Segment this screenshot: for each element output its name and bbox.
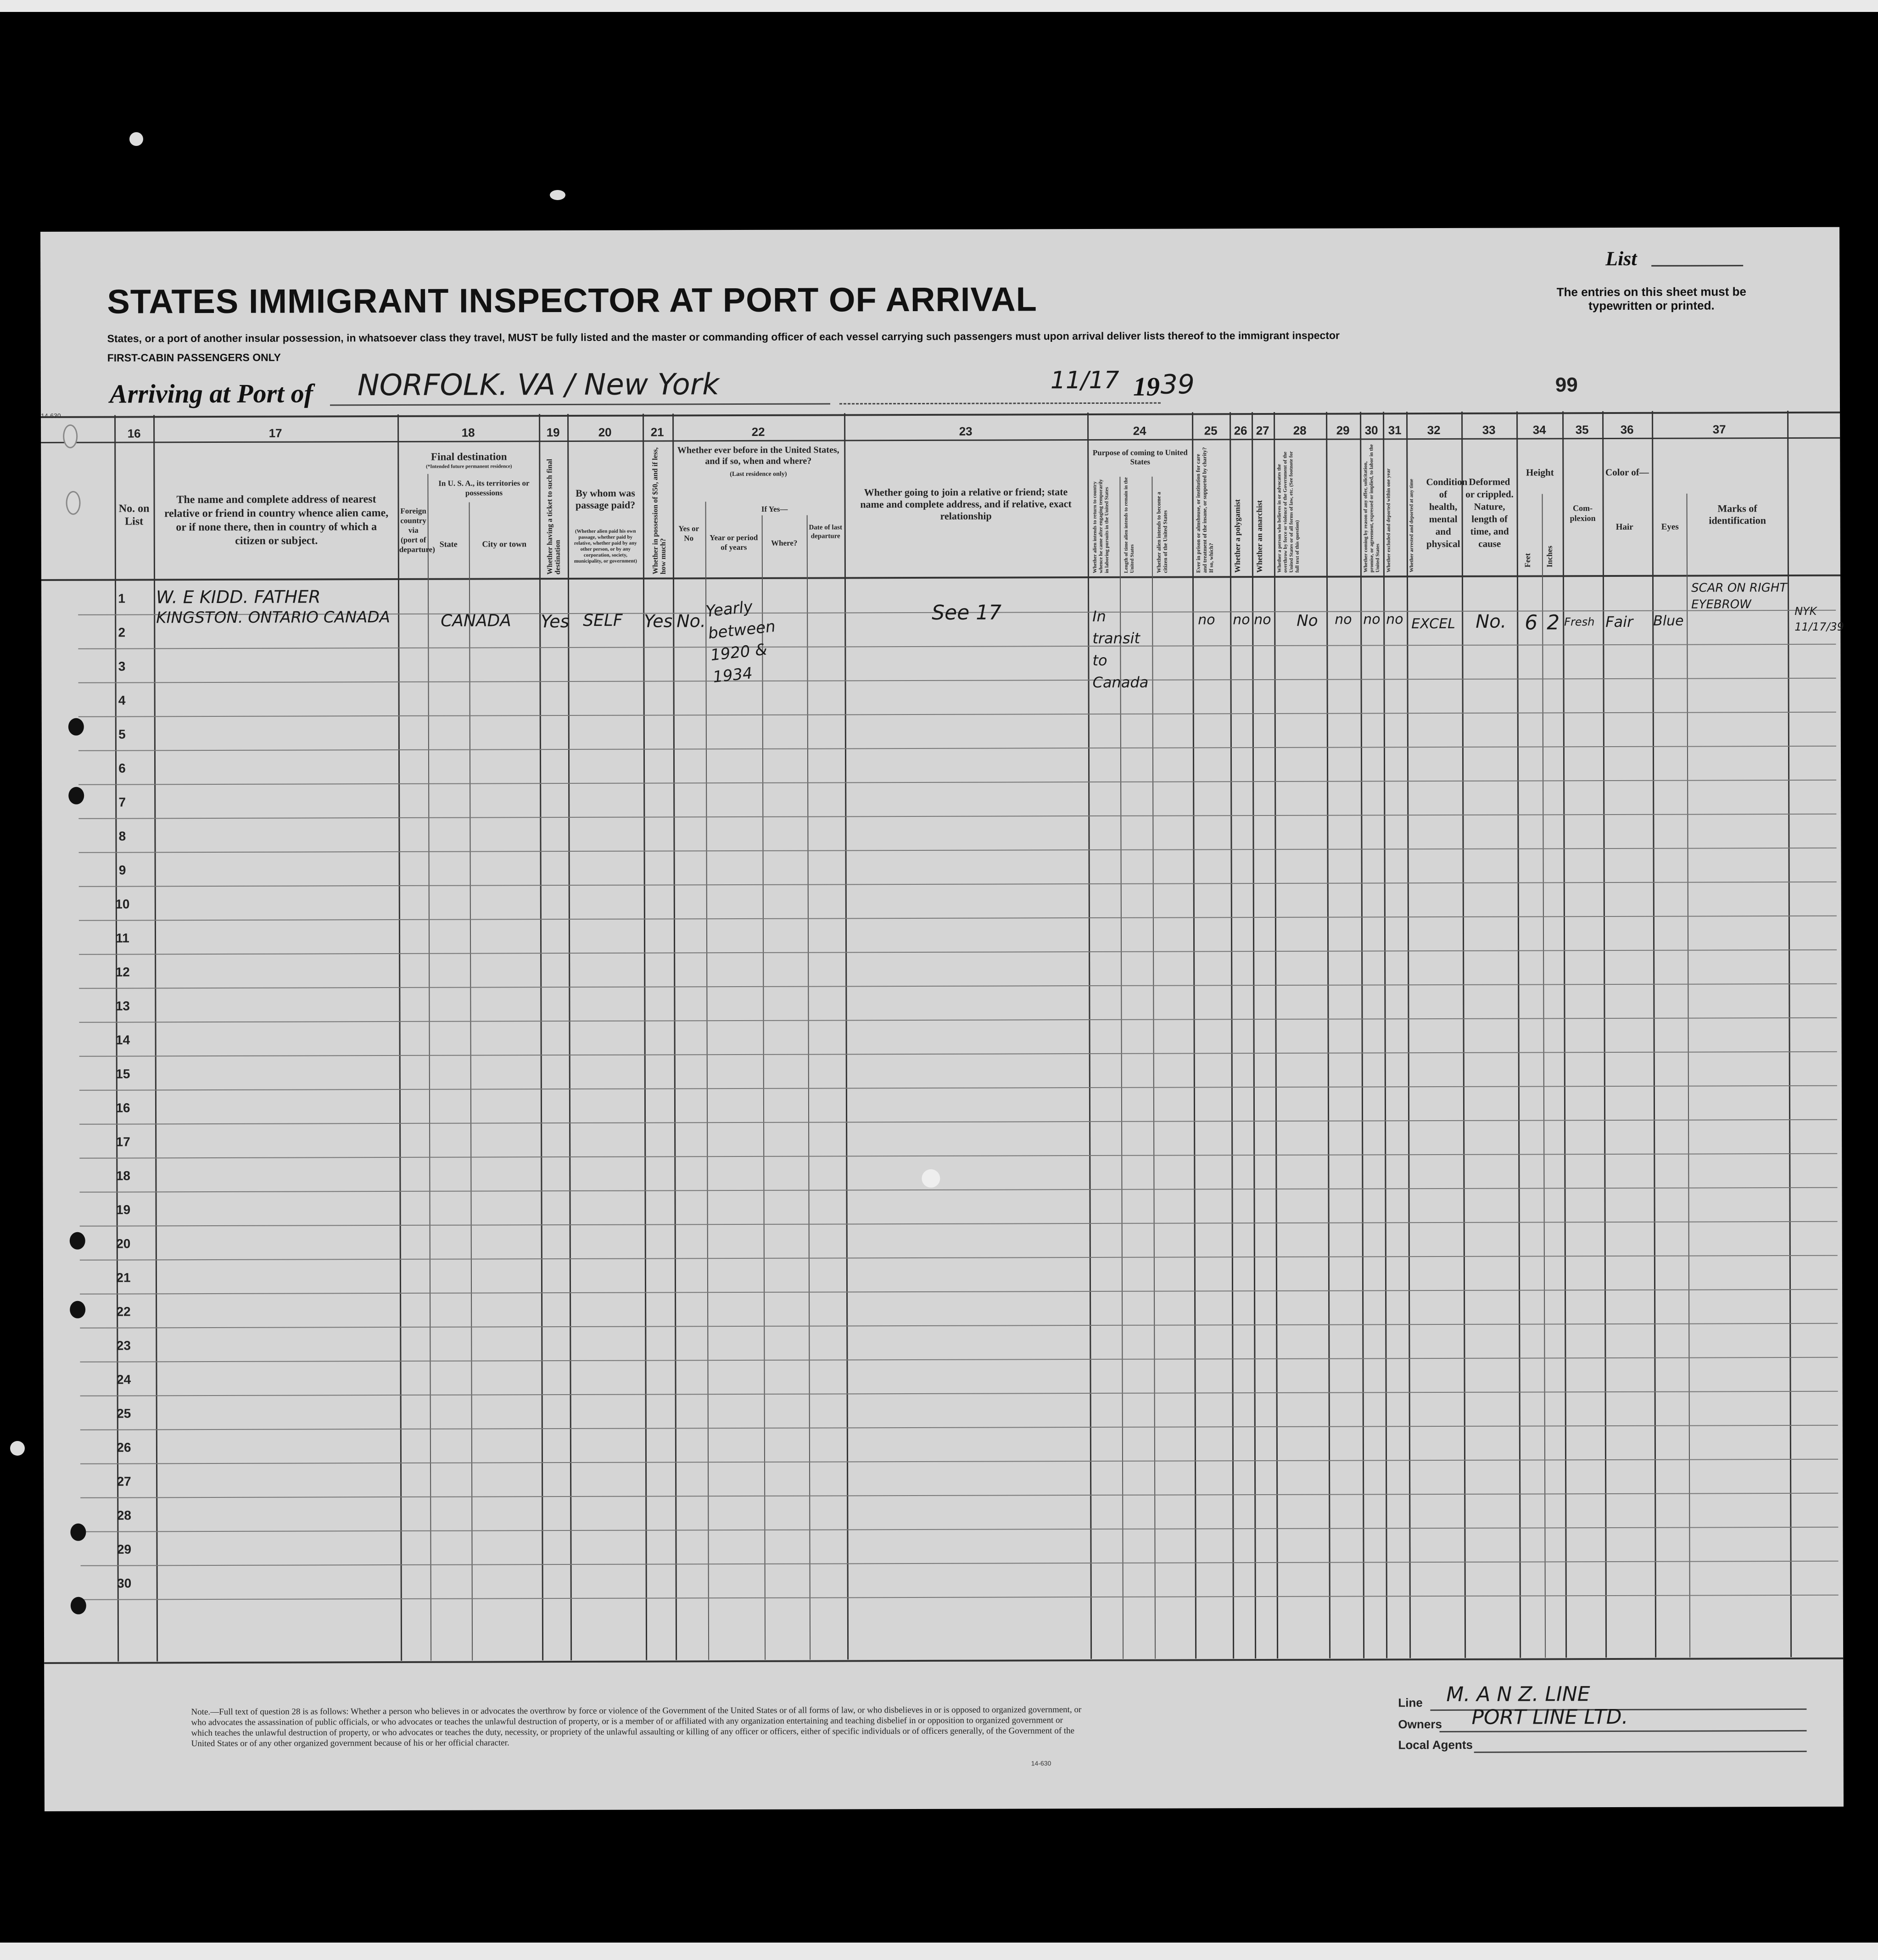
col-header-hair: Hair (1615, 522, 1633, 532)
owners-field-rule (1440, 1730, 1807, 1732)
col-header-fifty-dollars: Whether in possession of $50, and if less, how much? (651, 447, 667, 575)
local-agents-field-rule (1474, 1751, 1807, 1753)
entries-instruction: The entries on this sheet must be typewritten or printed. (1556, 285, 1746, 313)
col-number: 21 (650, 425, 664, 439)
year-handwritten: 39 (1160, 369, 1195, 400)
row1-health: EXCEL (1411, 615, 1455, 632)
col-divider (1360, 412, 1364, 1658)
col-header-anarchist: Whether an anarchist (1255, 500, 1264, 573)
row-rule (78, 746, 1836, 751)
binder-hole (66, 491, 80, 515)
row-number: 10 (115, 897, 130, 911)
row1-relative-line2: KINGSTON. ONTARIO CANADA (156, 608, 390, 627)
col-header-final-destination: Final destination (430, 451, 507, 463)
col-header-if-yes: If Yes— (761, 504, 788, 514)
col-header-usa: In U. S. A., its territories or possessions (438, 479, 530, 497)
col-divider (1087, 413, 1092, 1659)
row-number: 2 (118, 625, 126, 640)
col-header-where: Where? (771, 538, 798, 547)
binder-hole (68, 787, 84, 804)
row-rule (79, 1119, 1837, 1125)
row1-before-in-us: No. (676, 611, 706, 631)
owners-label: Owners (1398, 1717, 1442, 1731)
subcol-divider (1542, 494, 1546, 1658)
subcol-divider (807, 515, 811, 1660)
col-header-feet: Feet (1523, 553, 1532, 568)
binder-hole (68, 718, 84, 736)
row-number: 6 (118, 761, 126, 776)
col-header-q28: Whether a person who believes in or advocates the overthrow by force or violence of the Government of the United States or of all forms of law, etc. (See footnote for full text of this question) (1276, 451, 1300, 573)
row-number: 18 (116, 1168, 131, 1183)
col-header-eyes: Eyes (1661, 522, 1679, 532)
col-header-relative: The name and complete address of nearest relative or friend in country whence alien came, or if none there, then in country of which a citizen or subject. (164, 493, 389, 547)
col-header-purpose: Purpose of coming to United States (1092, 448, 1188, 466)
row-rule (79, 1187, 1837, 1193)
year-printed: 19 (1133, 371, 1160, 402)
col-header-deformed: Deformed or crippled. Nature, length of time, and cause (1465, 476, 1514, 549)
row-number: 3 (118, 659, 126, 674)
header-bottom-rule (41, 575, 1840, 581)
col-header-polygamist: Whether a polygamist (1233, 499, 1242, 573)
col-divider (1383, 412, 1387, 1658)
row-rule (79, 1017, 1837, 1023)
row1-years: Yearly between 1920 & 1934 (704, 597, 777, 687)
col-number: 18 (461, 425, 475, 440)
col-divider (1230, 412, 1234, 1658)
col-header-before-in-us: Whether ever before in the United States, and if so, when and where? (677, 445, 839, 467)
film-speck (10, 1441, 25, 1456)
col-header-before-note: (Last residence only) (730, 470, 787, 478)
row-rule (80, 1357, 1838, 1363)
col-header-passage-note: (Whether alien paid his own passage, whether paid by relative, whether paid by any other person, or by any corporation, society, municipality, or government) (574, 528, 637, 564)
row-number: 17 (116, 1134, 130, 1149)
col-number: 31 (1388, 423, 1402, 437)
col-number: 28 (1293, 423, 1307, 437)
col-number: 37 (1712, 422, 1726, 436)
footnote-form-code: 14-630 (1031, 1759, 1051, 1767)
row-rule (78, 780, 1836, 785)
form-subtitle: States, or a port of another insular possession, in whatsoever class they travel, MUST be fully listed and the master or commanding officer of each vessel carrying such passengers must upon arrival deliver lists thereof to the immigrant inspector (107, 329, 1340, 345)
row-number: 26 (117, 1440, 131, 1455)
col-number: 22 (751, 424, 765, 439)
row1-anarchist: no (1254, 611, 1271, 628)
table-top-rule (41, 412, 1840, 418)
col-number: 24 (1133, 424, 1146, 438)
row-rule (80, 1391, 1838, 1396)
col-divider (1516, 412, 1521, 1658)
row1-q28: No (1297, 611, 1318, 630)
row-rule (80, 1425, 1838, 1430)
col-divider (539, 414, 543, 1660)
col-header-years: Year or period of years (710, 533, 758, 552)
col-divider (672, 413, 677, 1660)
row-rule (81, 1595, 1839, 1600)
row-number: 13 (115, 999, 130, 1013)
row-rule (80, 1323, 1838, 1329)
col-header-last-departure: Date of last departure (809, 524, 842, 540)
col-number: 26 (1234, 424, 1247, 438)
col-divider (1406, 412, 1411, 1658)
sheet-number: 99 (1555, 374, 1578, 396)
row-number: 22 (116, 1304, 131, 1319)
row-number: 8 (118, 829, 126, 843)
row1-inches: 2 (1547, 611, 1560, 635)
col-number: 30 (1364, 423, 1378, 437)
col-number: 23 (959, 424, 973, 438)
row1-passage-paid: SELF (583, 611, 623, 630)
row-number: 27 (117, 1474, 131, 1489)
row-rule (81, 1561, 1839, 1566)
row-number: 16 (116, 1100, 130, 1115)
date-line (839, 402, 1161, 405)
col-header-state: State (439, 539, 458, 549)
row-number: 30 (117, 1576, 132, 1591)
col-divider (844, 413, 849, 1659)
form-title: STATES IMMIGRANT INSPECTOR AT PORT OF ARRIVAL (107, 280, 1038, 321)
row-rule (79, 1051, 1837, 1057)
col-number: 29 (1336, 423, 1350, 437)
col-header-purpose-return: Whether alien intends to return to country whence he came after engaging temporarily in laboring pursuits in the United States (1092, 479, 1110, 574)
owners-value: PORT LINE LTD. (1471, 1705, 1628, 1729)
film-bottom-strip (0, 1943, 1878, 1960)
row-rule (79, 882, 1837, 887)
col-divider (1274, 412, 1278, 1658)
col-divider (1326, 412, 1330, 1658)
row1-fifty-dollars: Yes (644, 611, 673, 631)
row-number: 14 (115, 1033, 130, 1047)
col-number: 20 (598, 425, 612, 439)
row1-margin-note: NYK 11/17/39 (1794, 604, 1844, 633)
row-number: 24 (116, 1372, 131, 1387)
col-header-complexion: Com-plexion (1570, 503, 1596, 523)
film-speck (550, 190, 565, 200)
subcol-divider (469, 503, 473, 1661)
col-divider (1562, 411, 1567, 1658)
row1-q30: no (1363, 611, 1381, 628)
row1-q31: no (1386, 611, 1403, 628)
col-header-ticket: Whether having a ticket to such final destination (546, 458, 562, 575)
row1-eyes: Blue (1653, 613, 1684, 629)
row-rule (80, 1459, 1838, 1464)
list-label: List (1605, 247, 1637, 270)
col-header-color-of: Color of— (1605, 466, 1649, 478)
col-header-joining: Whether going to join a relative or friend; state name and complete address, and if relative, exact relationship (860, 486, 1072, 522)
col-header-prison: Ever in prison or almshouse, or institution for care and treatment of the insane, or supported by charity? If so, which? (1195, 447, 1214, 573)
col-divider (1652, 411, 1656, 1658)
row-rule (78, 644, 1836, 649)
table-bottom-rule (44, 1658, 1843, 1664)
row-rule (80, 1221, 1838, 1227)
row-number: 12 (115, 965, 130, 979)
film-speck (129, 132, 143, 146)
col-header-marks: Marks of identification (1709, 503, 1766, 526)
row-rule (79, 983, 1837, 989)
row1-deformed: No. (1476, 611, 1507, 632)
col-header-no: No. on List (118, 503, 150, 528)
row1-polygamist: no (1233, 612, 1250, 628)
col-header-purpose-length: Length of time alien intends to remain in the United States (1123, 477, 1135, 573)
row1-joining: See 17 (932, 601, 1002, 625)
col-number: 35 (1575, 423, 1589, 437)
col-number: 16 (127, 426, 141, 441)
row-rule (79, 848, 1837, 853)
row-rule (80, 1255, 1838, 1261)
line-value: M. A N Z. LINE (1446, 1682, 1590, 1706)
col-number: 19 (546, 425, 560, 440)
subcol-divider (427, 474, 431, 1661)
row-number: 20 (116, 1236, 131, 1251)
subcol-divider (1687, 494, 1691, 1658)
row1-feet: 6 (1525, 611, 1538, 635)
binder-hole (70, 1524, 86, 1541)
paper-blemish (922, 1169, 940, 1188)
col-header-purpose-citizen: Whether alien intends to become a citizen of the United States (1155, 491, 1168, 573)
port-line (330, 403, 830, 406)
col-header-passage: By whom was passage paid? (575, 487, 636, 511)
col-number: 36 (1620, 422, 1634, 436)
row-number: 25 (117, 1406, 131, 1421)
col-header-city: City or town (482, 539, 527, 549)
row1-purpose: In transit to Canada (1092, 607, 1149, 692)
col-number: 33 (1482, 423, 1496, 437)
row-rule (78, 712, 1836, 717)
port-handwritten: NORFOLK. VA / New York (357, 368, 720, 403)
row-number: 19 (116, 1202, 131, 1217)
subcol-divider (705, 502, 710, 1660)
row-number: 29 (117, 1542, 132, 1557)
form-code-top: 14-630 (41, 412, 61, 419)
row-rule (80, 1289, 1838, 1295)
col-number: 17 (268, 426, 282, 440)
row-rule (80, 1527, 1838, 1532)
row1-complexion: Fresh (1564, 615, 1595, 629)
binder-hole (70, 1232, 85, 1250)
row-rule (79, 1085, 1837, 1091)
col-header-q31: Whether arrested and deported at any time (1408, 479, 1414, 573)
row-rule (79, 916, 1837, 921)
col-header-destination-note: (*Intended future permanent residence) (426, 463, 512, 469)
col-header-q29: Whether coming by reason of any offer, solicitation, promise, or agreement, expressed or implied, to labor in the United States (1363, 444, 1381, 573)
row-rule (79, 949, 1837, 955)
col-header-health: Condition of health, mental and physical (1426, 476, 1468, 550)
row1-marks: SCAR ON RIGHT EYEBROW (1691, 581, 1787, 612)
col-divider (1602, 411, 1607, 1658)
row1-prison: no (1198, 612, 1215, 628)
form-class-note: FIRST-CABIN PASSENGERS ONLY (107, 351, 281, 364)
film-top-strip (0, 0, 1878, 12)
list-number-line (1651, 265, 1743, 267)
binder-hole (71, 1597, 86, 1614)
row-number: 21 (116, 1270, 131, 1285)
col-number: 25 (1204, 424, 1218, 438)
row1-ticket: Yes (541, 611, 570, 632)
row-number: 9 (118, 863, 126, 877)
arriving-label: Arriving at Port of (109, 378, 313, 409)
row-rule (78, 678, 1836, 683)
row1-hair: Fair (1605, 613, 1633, 631)
row-number: 23 (116, 1338, 131, 1353)
col-header-height: Height (1526, 467, 1554, 478)
row-number: 5 (118, 727, 126, 742)
row1-q29: no (1335, 611, 1352, 628)
row-rule (79, 1153, 1837, 1159)
manifest-sheet (40, 227, 1844, 1811)
row-number: 15 (116, 1067, 130, 1081)
row-number: 11 (116, 931, 129, 945)
footnote-question-28: Note.—Full text of question 28 is as follows: Whether a person who believes in or advocates the overthrow by force or violence of the Government of the United States or of all forms of law, or who disbelieves in or is opposed to organized government, or who advocates the assassination of public officials, or who advocates or teaches the unlawful destruction of property, or is a member of or affiliated with any organization entertaining and teaching disbelief in or opposition to organized government or which teaches the unlawful destruction of property, or who advocates or teaches the duty, necessity, or propriety of the unlawful assaulting or killing of any officer or officers, either of specific individuals or of officers generally, of the Government of the United States or of any other organized government because of his or her official character. (191, 1705, 1082, 1749)
date-handwritten: 11/17 (1050, 366, 1119, 395)
row-number: 7 (118, 795, 126, 810)
col-divider (1252, 412, 1256, 1658)
col-header-q30: Whether excluded and deported within one year (1386, 468, 1392, 573)
row-rule (80, 1493, 1838, 1498)
col-header-inches: Inches (1545, 546, 1554, 568)
row-number: 28 (117, 1508, 131, 1523)
col-divider (1192, 412, 1196, 1658)
col-header-foreign-country: Foreign country via (port of departure) (399, 506, 435, 554)
col-divider (1461, 412, 1466, 1658)
row-number: 4 (118, 693, 126, 708)
col-number: 32 (1427, 423, 1441, 437)
col-number: 27 (1256, 423, 1269, 438)
row-rule (78, 814, 1836, 819)
col-number: 34 (1532, 423, 1546, 437)
row-number: 1 (118, 591, 125, 606)
binder-hole (63, 424, 78, 448)
line-label: Line (1398, 1696, 1423, 1710)
row1-destination-state: CANADA (441, 611, 511, 631)
binder-hole (70, 1301, 85, 1318)
row1-relative-line1: W. E KIDD. FATHER (156, 586, 321, 608)
col-divider (643, 414, 647, 1660)
local-agents-label: Local Agents (1398, 1737, 1473, 1752)
col-header-yes-no: Yes or No (678, 524, 699, 543)
col-divider (397, 414, 402, 1661)
col-divider (567, 414, 572, 1660)
